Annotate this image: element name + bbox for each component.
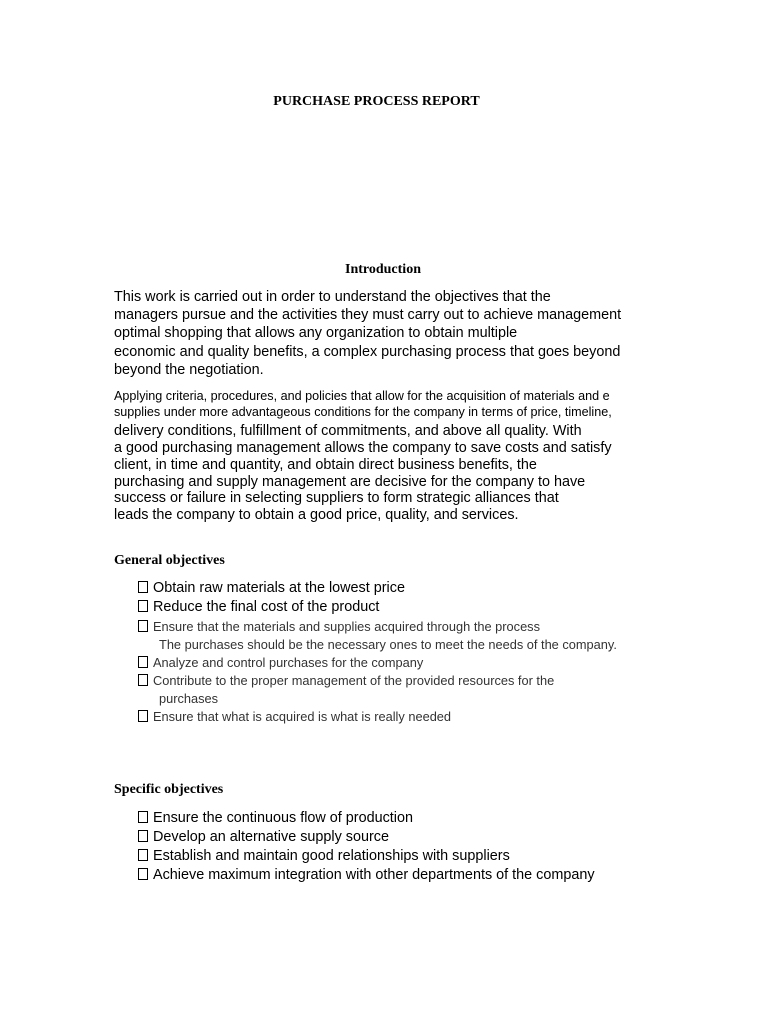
list-item xyxy=(138,810,413,826)
list-item-text: Ensure the continuous flow of production xyxy=(153,810,413,826)
bullet-box-icon xyxy=(138,830,148,842)
paragraph-line: beyond the negotiation. xyxy=(114,362,264,378)
paragraph-line: purchasing and supply management are decisive for the company to have xyxy=(114,474,586,490)
list-item xyxy=(138,867,595,883)
bullet-box-icon xyxy=(138,710,148,722)
paragraph-line: Applying criteria, procedures, and policies that allow for the acquisition of materials and e xyxy=(114,389,610,403)
list-item-text: Achieve maximum integration with other departments of the company xyxy=(153,867,595,883)
list-item-text: Establish and maintain good relationships with suppliers xyxy=(153,848,510,864)
list-item xyxy=(138,655,423,670)
bullet-box-icon xyxy=(138,868,148,880)
list-item xyxy=(138,619,540,634)
list-item xyxy=(138,848,510,864)
bullet-box-icon xyxy=(138,581,148,593)
list-item-text: Contribute to the proper management of the provided resources for the xyxy=(153,673,555,688)
paragraph-line: supplies under more advantageous conditions for the company in terms of price, timeline, xyxy=(114,405,612,419)
list-item-text: Reduce the final cost of the product xyxy=(153,599,380,615)
paragraph-line: success or failure in selecting suppliers to form strategic alliances that xyxy=(114,490,559,506)
paragraph-line: client, in time and quantity, and obtain direct business benefits, the xyxy=(114,457,537,473)
list-item-text: Obtain raw materials at the lowest price xyxy=(153,580,405,596)
bullet-box-icon xyxy=(138,849,148,861)
paragraph-line: This work is carried out in order to understand the objectives that the xyxy=(114,289,551,305)
specific-objectives-heading: Specific objectives xyxy=(114,782,224,797)
list-item-text: Develop an alternative supply source xyxy=(153,829,389,845)
paragraph-line: delivery conditions, fulfillment of commitments, and above all quality. With xyxy=(114,423,582,439)
list-item xyxy=(138,673,554,688)
paragraph-line: economic and quality benefits, a complex purchasing process that goes beyond xyxy=(114,344,621,360)
list-item-continuation: The purchases should be the necessary ones to meet the needs of the company. xyxy=(159,637,617,652)
bullet-box-icon xyxy=(138,674,148,686)
list-item-text: Ensure that the materials and supplies acquired through the process xyxy=(153,619,540,634)
list-item xyxy=(138,829,389,845)
paragraph-line: managers pursue and the activities they must carry out to achieve management xyxy=(114,307,622,323)
list-item-text: Analyze and control purchases for the company xyxy=(153,655,424,670)
list-item-continuation: purchases xyxy=(159,691,219,706)
list-item xyxy=(138,599,379,615)
bullet-box-icon xyxy=(138,811,148,823)
introduction-heading: Introduction xyxy=(345,262,421,277)
bullet-box-icon xyxy=(138,620,148,632)
list-item xyxy=(138,580,405,596)
bullet-box-icon xyxy=(138,600,148,612)
paragraph-line: leads the company to obtain a good price, quality, and services. xyxy=(114,507,519,523)
general-objectives-heading: General objectives xyxy=(114,553,225,568)
paragraph-line: optimal shopping that allows any organization to obtain multiple xyxy=(114,325,518,341)
list-item xyxy=(138,709,451,724)
bullet-box-icon xyxy=(138,656,148,668)
document-title: PURCHASE PROCESS REPORT xyxy=(273,94,480,109)
list-item-text: Ensure that what is acquired is what is really needed xyxy=(153,709,452,724)
paragraph-line: a good purchasing management allows the company to save costs and satisfy xyxy=(114,440,612,456)
